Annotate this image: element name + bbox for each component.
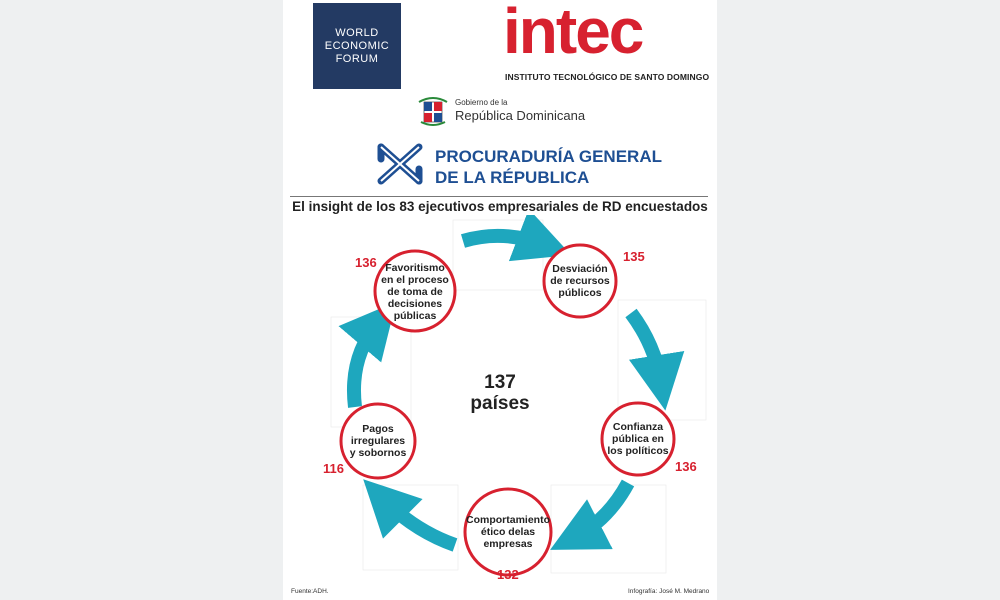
wef-line-2: ECONOMIC <box>324 39 390 52</box>
source-note: Fuente:ADH. <box>291 588 329 595</box>
center-count: 137 <box>484 372 516 393</box>
procuraduria-logo-text <box>435 146 662 188</box>
cycle-diagram <box>283 215 717 590</box>
node-label-desviacion: Desviación de recursos públicos <box>550 263 610 299</box>
intec-logo: intec <box>503 0 643 67</box>
wef-line-3: FORUM <box>335 52 379 65</box>
rank-desviacion: 135 <box>623 249 645 264</box>
wef-line-1: WORLD <box>335 26 379 39</box>
gobierno-name: República Dominicana <box>455 108 586 123</box>
divider <box>290 196 708 197</box>
credit-note: Infografía: José M. Medrano <box>628 588 710 595</box>
procuraduria-line-1: PROCURADURÍA GENERAL <box>435 147 662 166</box>
center-label <box>450 372 550 414</box>
node-label-confianza: Confianza pública en los políticos <box>607 421 669 457</box>
gobierno-top-line: Gobierno de la <box>455 98 508 107</box>
rank-favoritismo: 136 <box>355 255 377 270</box>
wef-logo <box>313 3 401 89</box>
gobierno-logo-text <box>455 98 605 124</box>
arrow-backdrop <box>551 485 666 573</box>
node-label-pagos: Pagos irregulares y sobornos <box>349 423 407 459</box>
node-label-comportamiento: Comportamiento ético delas empresas <box>466 514 550 550</box>
infographic-heading: El insight de los 83 ejecutivos empresariales de RD encuestados <box>292 199 708 214</box>
node-label-favoritismo: Favoritismo en el proceso de toma de decisiones públicas <box>381 262 449 322</box>
procuraduria-emblem-icon <box>373 137 429 191</box>
intec-subtitle: INSTITUTO TECNOLÓGICO DE SANTO DOMINGO <box>505 72 710 82</box>
rank-confianza: 136 <box>675 459 697 474</box>
coat-of-arms-icon <box>415 92 451 128</box>
procuraduria-line-2: DE LA RÉPUBLICA <box>435 168 590 187</box>
rank-comportamiento: 132 <box>497 567 519 582</box>
center-unit: países <box>470 393 530 414</box>
rank-pagos: 116 <box>323 461 344 476</box>
